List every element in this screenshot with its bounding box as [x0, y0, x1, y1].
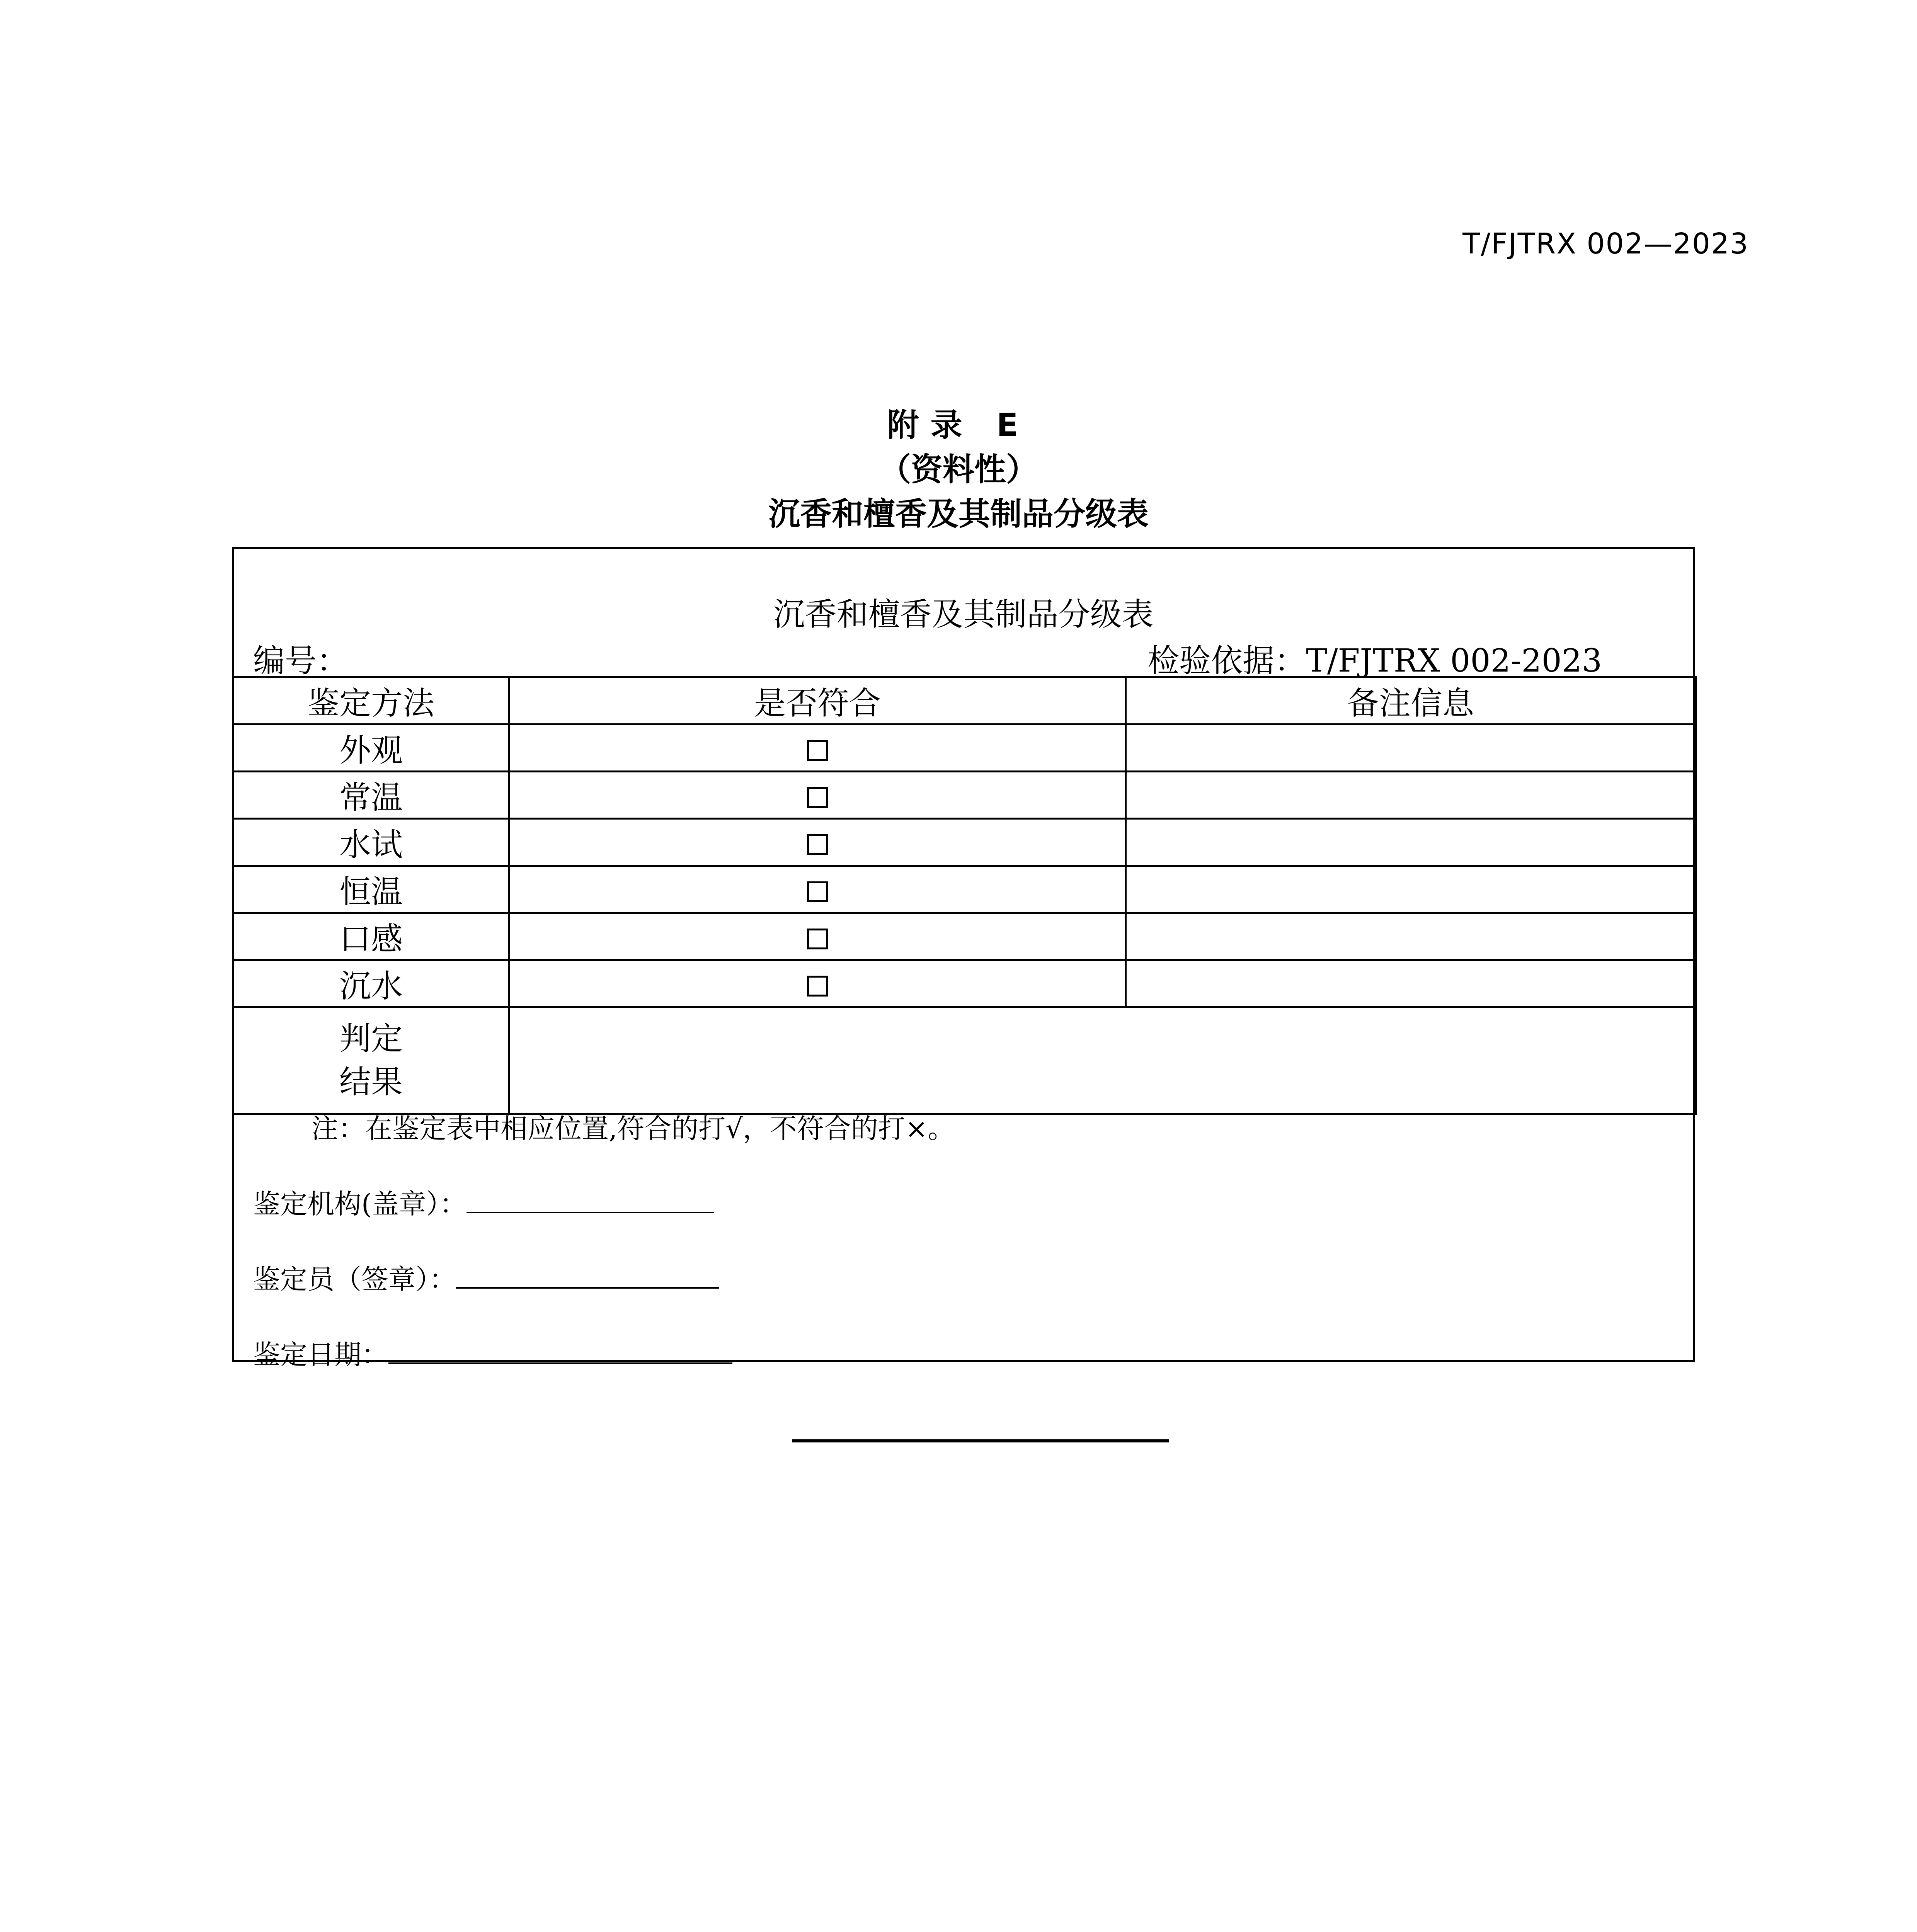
compliance-cell [509, 724, 1126, 772]
remarks-cell[interactable] [1126, 772, 1696, 819]
verdict-label-line1: 判定 [339, 1020, 403, 1057]
checkbox-icon[interactable] [807, 976, 828, 997]
agency-signature-field[interactable] [466, 1189, 714, 1213]
agency-signature-row [253, 1182, 714, 1221]
checkbox-icon[interactable] [807, 740, 828, 761]
compliance-cell [509, 819, 1126, 866]
remarks-cell[interactable] [1126, 913, 1696, 960]
column-header-compliance: 是否符合 [509, 677, 1126, 724]
verdict-row [233, 1007, 1696, 1114]
date-label: 鉴定日期： [253, 1339, 388, 1371]
table-row [233, 866, 1696, 913]
table-row [233, 772, 1696, 819]
end-divider [792, 1439, 1169, 1442]
compliance-cell [509, 913, 1126, 960]
form-title: 沉香和檀香及其制品分级表 [773, 596, 1154, 633]
appraiser-signature-field[interactable] [456, 1264, 719, 1289]
annex-title: 沉香和檀香及其制品分级表 [768, 496, 1149, 532]
verdict-input-cell[interactable] [509, 1007, 1696, 1114]
compliance-cell [509, 866, 1126, 913]
agency-label: 鉴定机构(盖章）： [253, 1188, 467, 1220]
method-cell: 沉水 [233, 960, 509, 1007]
form-note: 注：在鉴定表中相应位置,符合的打√，不符合的打×。 [311, 1113, 955, 1145]
table-header-row [233, 677, 1696, 724]
annex-label: 附录 E [887, 407, 1030, 444]
checkbox-icon[interactable] [807, 881, 828, 902]
table-row [233, 913, 1696, 960]
appraiser-signature-row [253, 1258, 719, 1297]
method-cell: 水试 [233, 819, 509, 866]
checkbox-icon[interactable] [807, 834, 828, 855]
checkbox-icon[interactable] [807, 787, 828, 808]
compliance-cell [509, 772, 1126, 819]
compliance-cell [509, 960, 1126, 1007]
remarks-cell[interactable] [1126, 819, 1696, 866]
column-header-remarks: 备注信息 [1126, 677, 1696, 724]
document-code: T/FJTRX 002—2023 [1462, 227, 1749, 260]
method-cell: 口感 [233, 913, 509, 960]
grading-form [232, 547, 1695, 1371]
date-row [253, 1333, 732, 1372]
appraiser-label: 鉴定员（签章）： [253, 1264, 456, 1295]
method-cell: 外观 [233, 724, 509, 772]
remarks-cell[interactable] [1126, 866, 1696, 913]
inspection-basis: 检验依据：T/FJTRX 002-2023 [1147, 643, 1602, 679]
checkbox-icon[interactable] [807, 929, 828, 949]
verdict-label-line2: 结果 [339, 1064, 403, 1100]
column-header-method: 鉴定方法 [233, 677, 509, 724]
date-field[interactable] [388, 1339, 732, 1364]
serial-number-label: 编号： [253, 643, 349, 679]
method-cell: 恒温 [233, 866, 509, 913]
verdict-label [233, 1007, 509, 1114]
grading-table [232, 676, 1697, 1115]
table-row [233, 819, 1696, 866]
remarks-cell[interactable] [1126, 960, 1696, 1007]
remarks-cell[interactable] [1126, 724, 1696, 772]
table-row [233, 960, 1696, 1007]
annex-type: （资料性） [879, 451, 1038, 488]
method-cell: 常温 [233, 772, 509, 819]
table-row [233, 724, 1696, 772]
